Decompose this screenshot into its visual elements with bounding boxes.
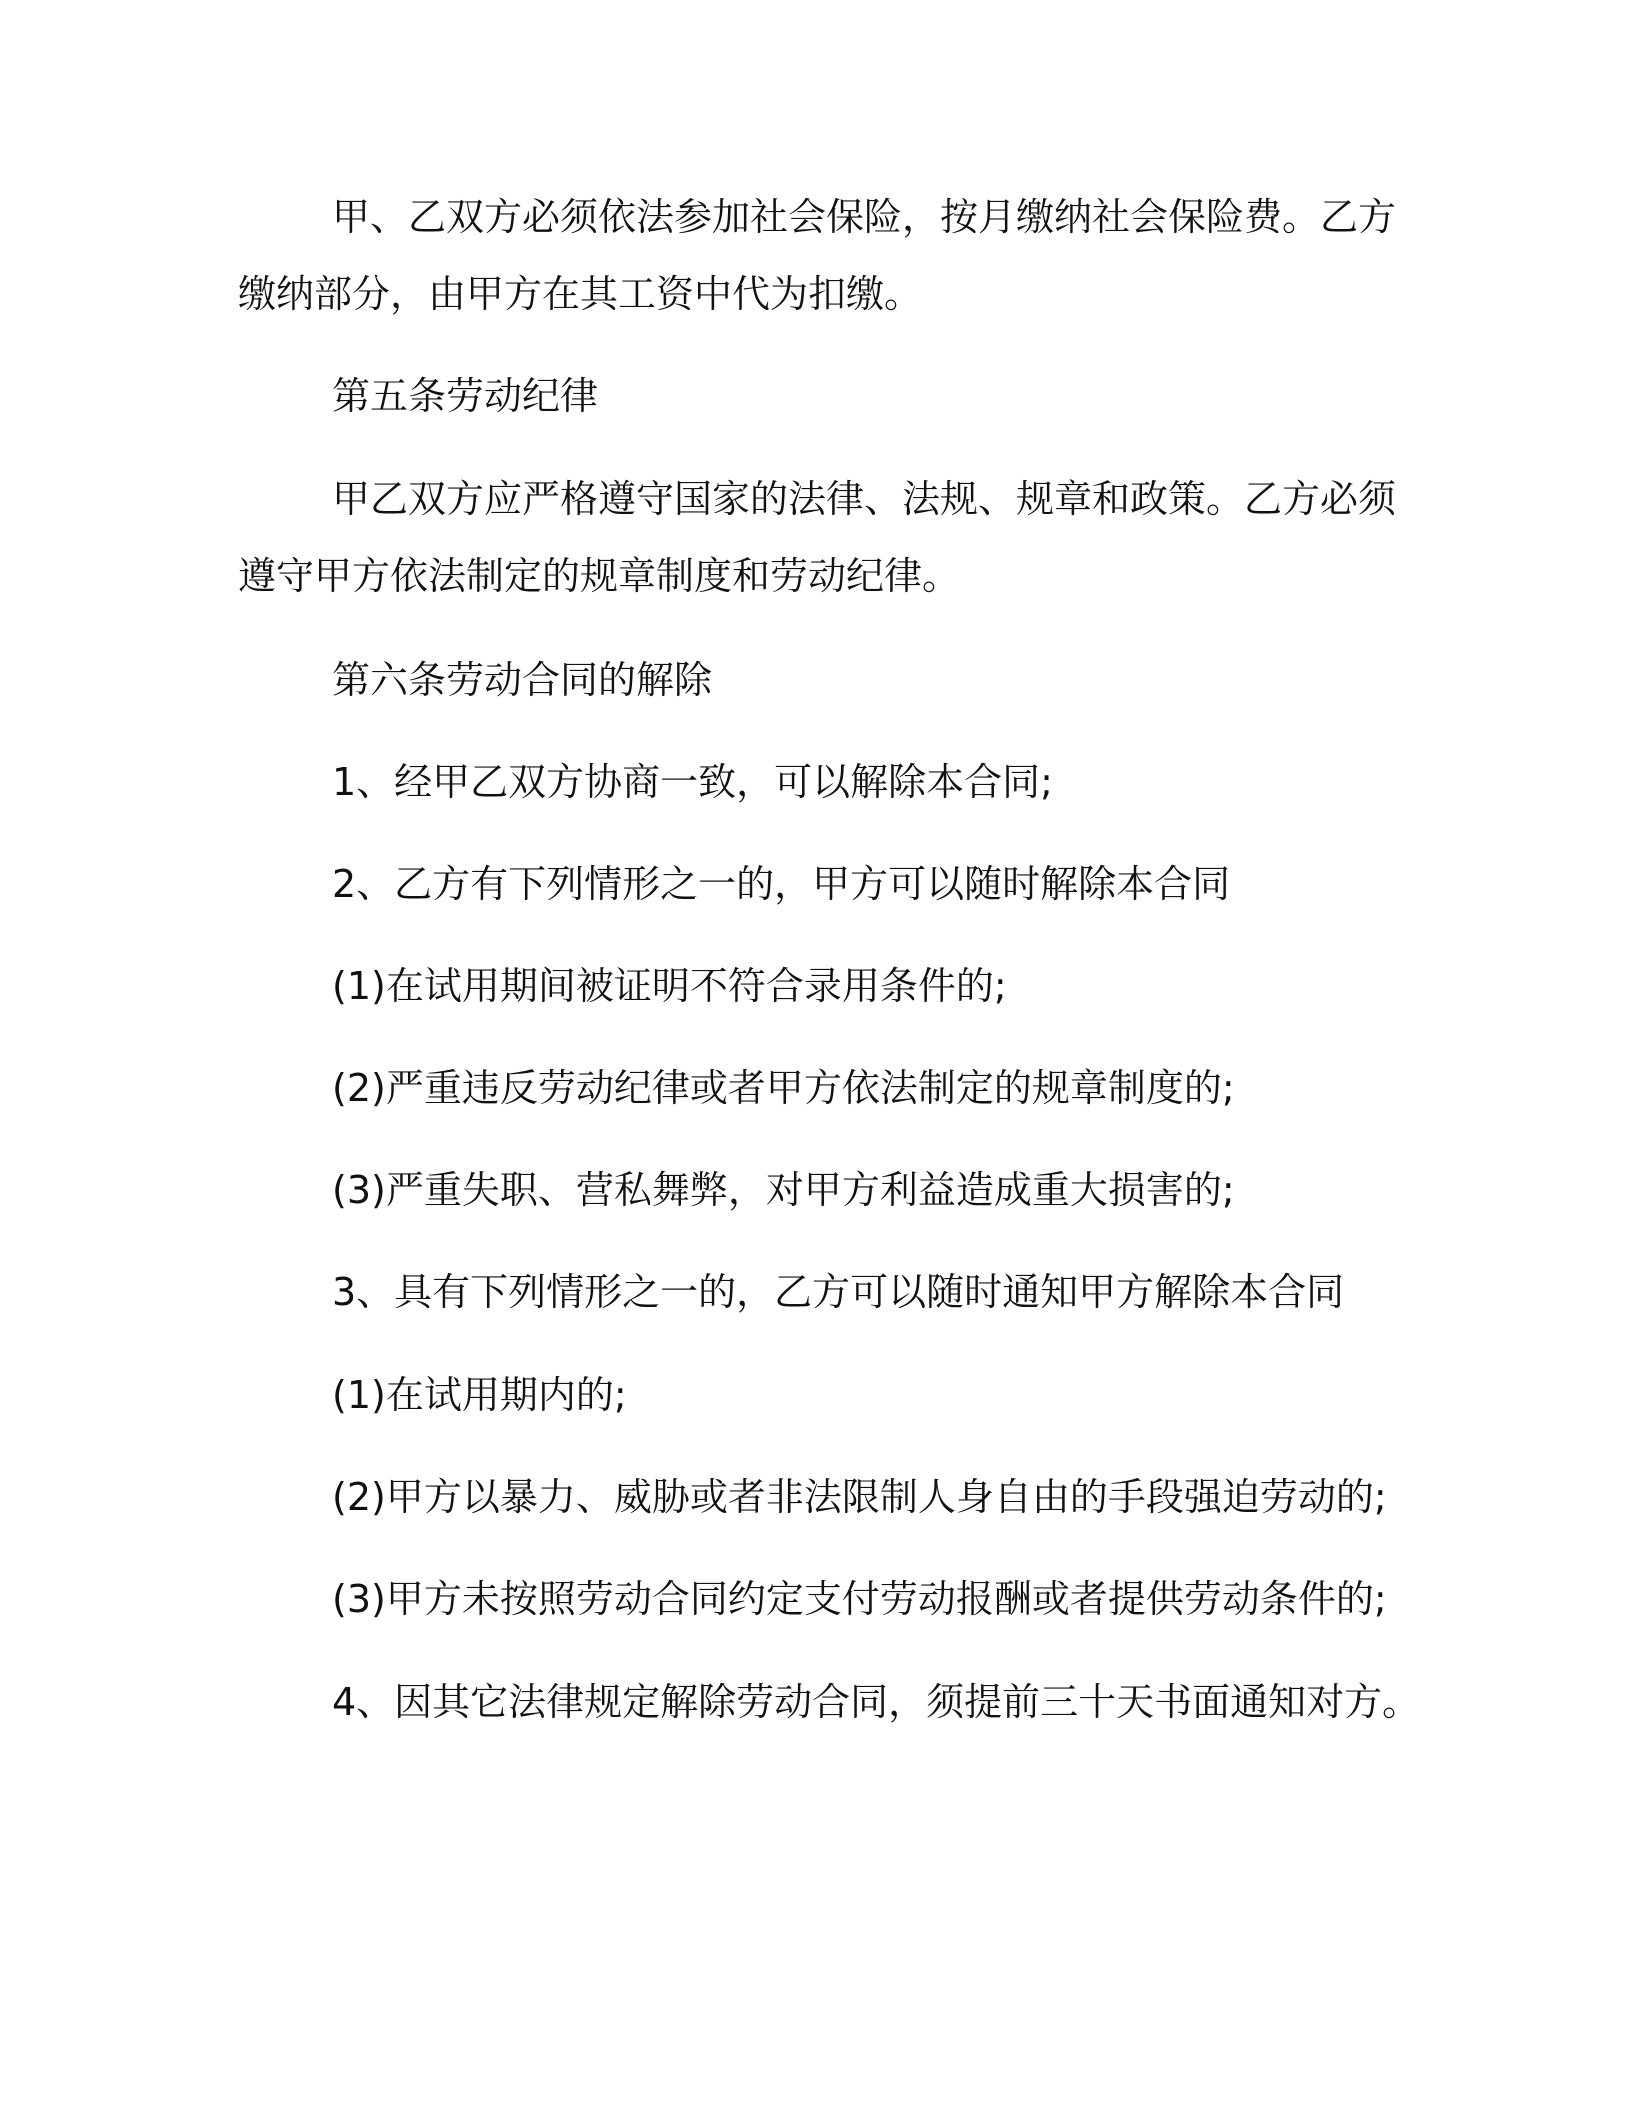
list-item-2-sub-3: (3)严重失职、营私舞弊，对甲方利益造成重大损害的;	[332, 1168, 1235, 1212]
list-item-3-sub-2: (2)甲方以暴力、威胁或者非法限制人身自由的手段强迫劳动的;	[332, 1475, 1387, 1519]
list-item-2-sub-1: (1)在试用期间被证明不符合录用条件的;	[332, 964, 1007, 1008]
heading-article-5: 第五条劳动纪律	[332, 374, 599, 418]
paragraph-discipline-line-1: 甲乙双方应严格遵守国家的法律、法规、规章和政策。乙方必须	[332, 477, 1397, 521]
list-item-3: 3、具有下列情形之一的，乙方可以随时通知甲方解除本合同	[332, 1270, 1345, 1314]
list-item-4: 4、因其它法律规定解除劳动合同，须提前三十天书面通知对方。	[332, 1680, 1421, 1724]
list-item-3-sub-1: (1)在试用期内的;	[332, 1373, 627, 1417]
heading-article-6: 第六条劳动合同的解除	[332, 658, 713, 702]
paragraph-discipline-line-2: 遵守甲方依法制定的规章制度和劳动纪律。	[238, 554, 961, 598]
list-item-2: 2、乙方有下列情形之一的，甲方可以随时解除本合同	[332, 862, 1231, 906]
paragraph-social-insurance-line-1: 甲、乙双方必须依法参加社会保险，按月缴纳社会保险费。乙方	[332, 195, 1397, 239]
list-item-1: 1、经甲乙双方协商一致，可以解除本合同;	[332, 760, 1053, 804]
paragraph-social-insurance-line-2: 缴纳部分，由甲方在其工资中代为扣缴。	[238, 272, 923, 316]
list-item-2-sub-2: (2)严重违反劳动纪律或者甲方依法制定的规章制度的;	[332, 1066, 1235, 1110]
list-item-3-sub-3: (3)甲方未按照劳动合同约定支付劳动报酬或者提供劳动条件的;	[332, 1577, 1387, 1621]
